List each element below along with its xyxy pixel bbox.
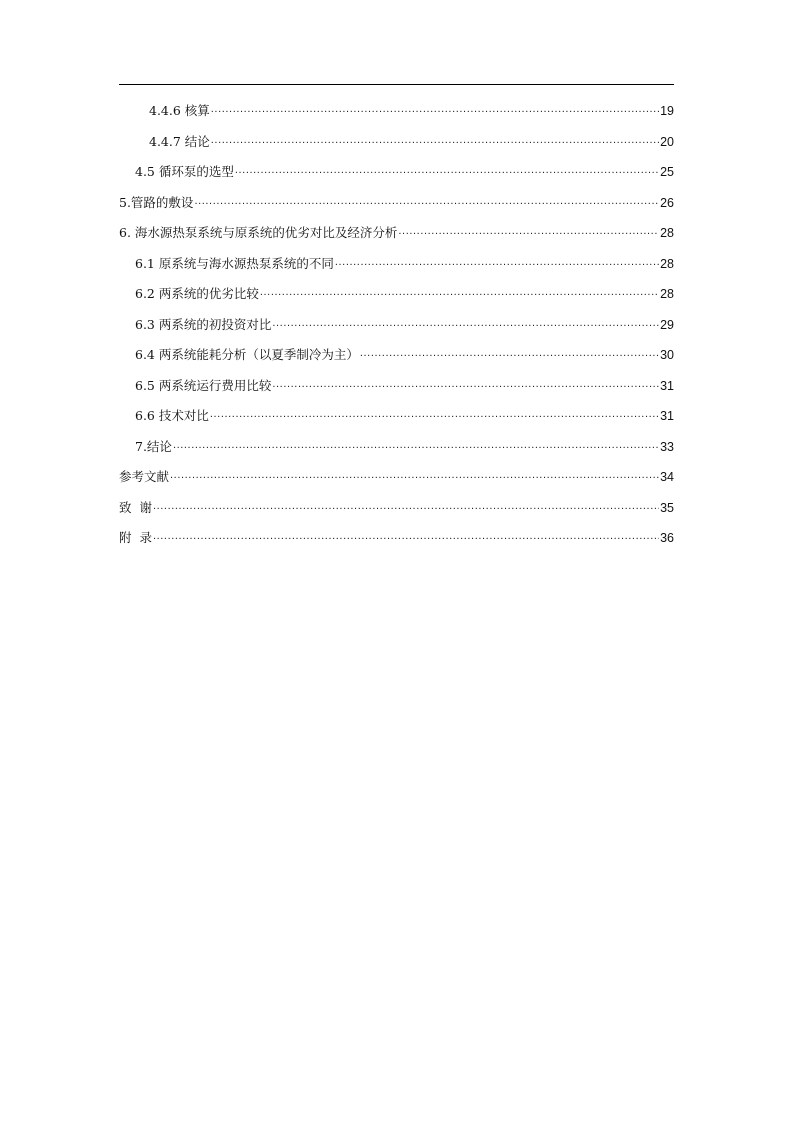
toc-dot-leader bbox=[153, 498, 659, 512]
toc-entry[interactable] bbox=[119, 127, 674, 158]
toc-entry-title: 6.1 原系统与海水源热泵系统的不同 bbox=[135, 255, 334, 271]
toc-entry-page: 31 bbox=[660, 378, 674, 393]
toc-entry-title: 附 录 bbox=[119, 530, 152, 545]
toc-entry-page: 35 bbox=[660, 500, 674, 515]
header-rule bbox=[119, 84, 674, 85]
toc-entry[interactable] bbox=[119, 96, 674, 127]
toc-entry[interactable] bbox=[119, 279, 674, 310]
toc-entry-page: 28 bbox=[660, 287, 674, 301]
toc-entry-title: 4.4.6 核算 bbox=[149, 103, 210, 118]
toc-entry-page: 29 bbox=[660, 317, 674, 332]
toc-entry[interactable] bbox=[119, 249, 674, 280]
toc-dot-leader bbox=[272, 315, 659, 329]
toc-dot-leader bbox=[210, 406, 659, 420]
toc-entry-title: 6.3 两系统的初投资对比 bbox=[135, 316, 272, 332]
toc-entry-page: 36 bbox=[660, 531, 674, 545]
toc-dot-leader bbox=[173, 437, 659, 451]
toc-entry-title: 7.结论 bbox=[135, 438, 172, 454]
toc-dot-leader bbox=[211, 101, 659, 115]
toc-entry-page: 28 bbox=[660, 256, 674, 271]
toc-entry-page: 30 bbox=[660, 348, 674, 362]
toc-entry-title: 6. 海水源热泵系统与原系统的优劣对比及经济分析 bbox=[119, 225, 398, 240]
toc-entry-title: 致 谢 bbox=[119, 499, 152, 515]
toc-entry-page: 33 bbox=[660, 439, 674, 454]
toc-entry-page: 20 bbox=[660, 134, 674, 149]
toc-entry-title: 4.5 循环泵的选型 bbox=[135, 164, 234, 179]
toc-entry-page: 26 bbox=[660, 195, 674, 210]
toc-entry[interactable] bbox=[119, 432, 674, 463]
toc-entry[interactable] bbox=[119, 188, 674, 219]
toc-entry[interactable] bbox=[119, 401, 674, 432]
toc-entry-title: 参考文献 bbox=[119, 469, 170, 484]
toc-entry-title: 5.管路的敷设 bbox=[119, 194, 194, 210]
toc-dot-leader bbox=[211, 132, 659, 146]
toc-dot-leader bbox=[360, 345, 659, 359]
toc-entry-title: 6.4 两系统能耗分析（以夏季制冷为主） bbox=[135, 347, 359, 362]
toc-entry-title: 6.5 两系统运行费用比较 bbox=[135, 377, 272, 393]
toc-entry-page: 28 bbox=[660, 226, 674, 240]
toc-dot-leader bbox=[194, 193, 659, 207]
toc-entry[interactable] bbox=[119, 493, 674, 524]
toc-entry-page: 34 bbox=[660, 470, 674, 484]
toc-entry-title: 4.4.7 结论 bbox=[149, 133, 210, 149]
toc-entry[interactable] bbox=[119, 157, 674, 188]
table-of-contents bbox=[119, 96, 674, 554]
toc-dot-leader bbox=[272, 376, 659, 390]
toc-entry-page: 31 bbox=[660, 409, 674, 423]
toc-entry[interactable] bbox=[119, 218, 674, 249]
toc-dot-leader bbox=[335, 254, 659, 268]
toc-dot-leader bbox=[398, 223, 659, 237]
toc-entry[interactable] bbox=[119, 340, 674, 371]
toc-entry-page: 25 bbox=[660, 165, 674, 179]
toc-entry[interactable] bbox=[119, 310, 674, 341]
toc-entry[interactable] bbox=[119, 462, 674, 493]
toc-entry-title: 6.2 两系统的优劣比较 bbox=[135, 286, 259, 301]
toc-entry-page: 19 bbox=[660, 104, 674, 118]
toc-dot-leader bbox=[235, 162, 659, 176]
toc-dot-leader bbox=[153, 528, 659, 542]
toc-entry-title: 6.6 技术对比 bbox=[135, 408, 209, 423]
toc-dot-leader bbox=[170, 467, 659, 481]
toc-entry[interactable] bbox=[119, 371, 674, 402]
toc-entry[interactable] bbox=[119, 523, 674, 554]
toc-dot-leader bbox=[260, 284, 659, 298]
